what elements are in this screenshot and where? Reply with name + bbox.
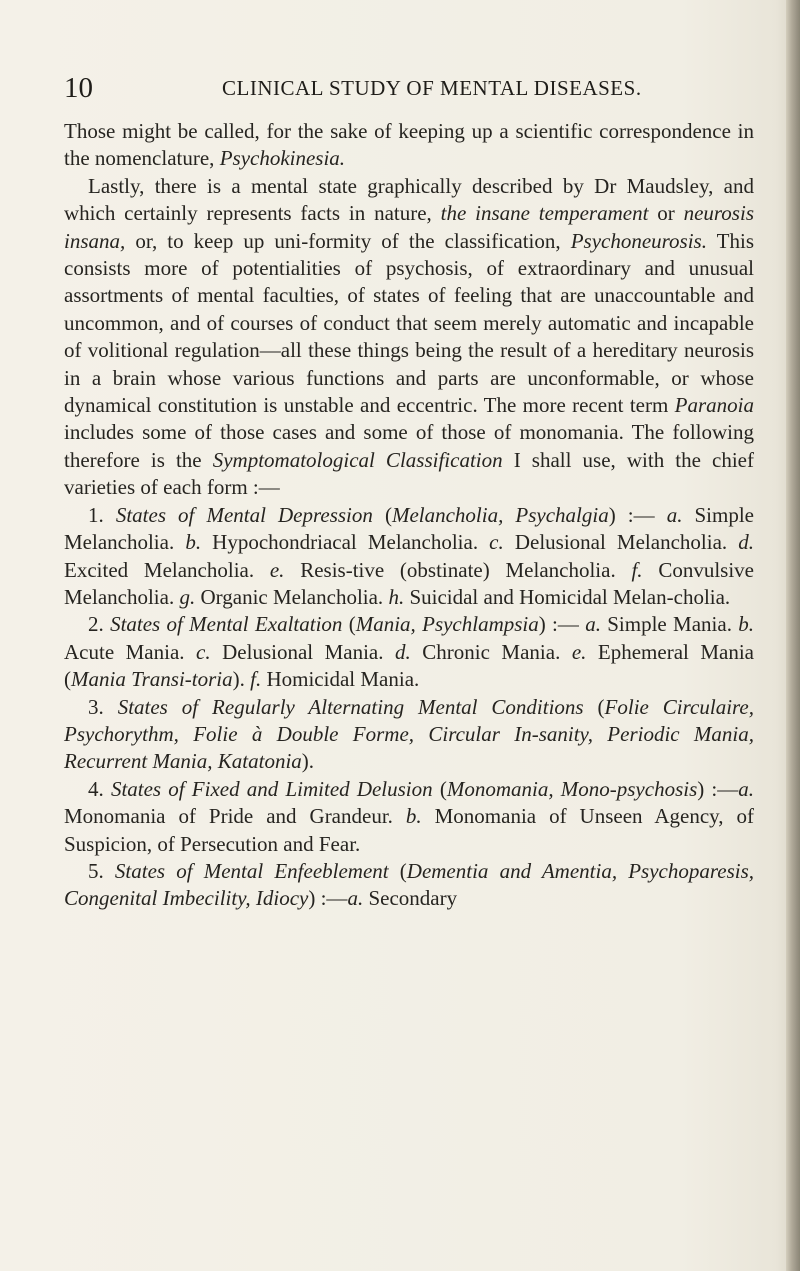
text-run: ( — [388, 858, 407, 883]
text-run: Excited Melancholia. — [64, 557, 270, 582]
text-run: 4. — [88, 776, 111, 801]
text-run: ( — [583, 694, 605, 719]
italic-run: e. — [571, 639, 587, 664]
text-run: Resis-tive (obstinate) Melancholia. — [284, 557, 632, 582]
text-run: I shall use, with the chief varieties of each form :— — [64, 447, 754, 500]
text-run: includes some of those cases and some of those of monomania. The following therefore is the — [64, 420, 754, 472]
text-run: Ephemeral Mania ( — [64, 639, 755, 692]
text-run: ). — [301, 749, 315, 774]
paragraph — [64, 694, 754, 776]
text-run: Simple Mania. — [600, 612, 739, 637]
text-run: Hypochondriacal Melancholia. — [201, 530, 490, 555]
text-run: ) :— — [538, 612, 586, 637]
italic-run: Melancholia, Psychalgia — [391, 502, 609, 527]
text-run: 5. — [88, 858, 115, 883]
text-run: Secondary — [363, 886, 458, 911]
italic-run: Psychoneurosis. — [570, 228, 707, 253]
text-run: Monomania of Unseen Agency, of Suspicion, of Persecution and Fear. — [64, 804, 754, 856]
italic-run: f. — [250, 667, 262, 692]
italic-run: e. — [269, 557, 285, 582]
italic-run: d. — [395, 639, 411, 664]
italic-run: neurosis insana, — [64, 201, 754, 253]
text-run: Convulsive Melancholia. — [64, 557, 754, 609]
paragraph — [64, 611, 754, 693]
italic-run: States of Regularly Alternating Mental Conditions — [117, 694, 584, 719]
italic-run: States of Mental Exaltation — [110, 612, 343, 637]
text-run: ( — [342, 612, 356, 637]
italic-run: Monomania, Mono-psychosis — [446, 776, 698, 801]
text-run: or — [648, 201, 684, 226]
text-run: 1. — [88, 502, 116, 527]
text-run: Simple Melancholia. — [64, 502, 755, 555]
italic-run: States of Mental Enfeeblement — [114, 858, 389, 883]
text-run: This consists more of potentialities of psychosis, of extraordinary and unusual assortments of mental faculties, of states of feeling that are unaccountable and uncommon, and of courses of conduct that seem merely automatic and incapable of volitional regulation—all these things being the result of a hereditary neurosis in a brain whose various functions and parts are unconformable, or whose dynamical constitution is unstable and eccentric. The more recent term — [64, 228, 754, 418]
paragraph — [64, 173, 754, 502]
text-run: ). — [232, 667, 251, 692]
italic-run: Psychokinesia. — [219, 146, 346, 171]
text-run: ) :— — [608, 502, 667, 527]
page-edge-shadow — [786, 0, 800, 1271]
paragraph — [64, 858, 754, 913]
italic-run: b. — [185, 530, 202, 555]
text-run: Delusional Melancholia. — [503, 530, 739, 555]
text-run: Organic Melancholia. — [195, 584, 389, 609]
italic-run: a. — [347, 886, 364, 911]
text-run: ) :— — [308, 886, 348, 911]
text-run: Lastly, there is a mental state graphically described by Dr Maudsley, and which certainly represents facts in nature, — [64, 173, 754, 226]
text-run: ( — [372, 502, 392, 527]
text-run: or, to keep up uni-formity of the classification, — [125, 228, 571, 253]
italic-run: Paranoia — [674, 393, 754, 418]
italic-run: a. — [585, 612, 601, 637]
text-run: ) :— — [697, 776, 739, 801]
text-run: Delusional Mania. — [210, 639, 396, 664]
text-run: Monomania of Pride and Grandeur. — [64, 804, 406, 829]
italic-run: h. — [388, 584, 405, 609]
italic-run: the insane temperament — [440, 201, 649, 226]
paragraph — [64, 118, 754, 173]
italic-run: Mania, Psychlampsia — [355, 612, 539, 637]
italic-run: d. — [738, 530, 754, 555]
italic-run: Dementia and Amentia, Psychoparesis, Congenital Imbecility, Idiocy — [64, 858, 755, 911]
italic-run: Symptomatological Classification — [212, 447, 503, 472]
italic-run: b. — [738, 612, 755, 637]
italic-run: c. — [489, 530, 504, 555]
text-run: Homicidal Mania. — [261, 667, 420, 692]
paragraph — [64, 502, 754, 612]
italic-run: g. — [179, 584, 196, 609]
text-run: Acute Mania. — [64, 639, 197, 664]
italic-run: b. — [405, 804, 422, 829]
italic-run: States of Fixed and Limited Delusion — [110, 776, 433, 801]
page-number: 10 — [64, 72, 93, 104]
italic-run: c. — [196, 639, 211, 664]
text-run: ( — [432, 776, 447, 801]
running-title: CLINICAL STUDY OF MENTAL DISEASES. — [222, 76, 642, 100]
italic-run: a. — [666, 502, 683, 527]
text-run: 3. — [88, 694, 118, 719]
italic-run: f. — [631, 557, 643, 582]
text-run: Chronic Mania. — [410, 639, 572, 664]
text-run: Those might be called, for the sake of keeping up a scientific correspondence in the nomenclature, — [64, 119, 754, 171]
italic-run: a. — [738, 776, 755, 801]
page-header — [64, 72, 764, 112]
text-run: 2. — [88, 612, 111, 637]
italic-run: States of Mental Depression — [115, 502, 373, 527]
text-run: Suicidal and Homicidal Melan-cholia. — [404, 584, 731, 609]
paragraph — [64, 776, 754, 858]
body-text — [64, 118, 754, 913]
italic-run: Folie Circulaire, Psychorythm, Folie à Double Forme, Circular In-sanity, Periodic Mania, Recurrent Mania, Katatonia — [64, 694, 754, 774]
italic-run: Mania Transi-toria — [71, 667, 233, 692]
